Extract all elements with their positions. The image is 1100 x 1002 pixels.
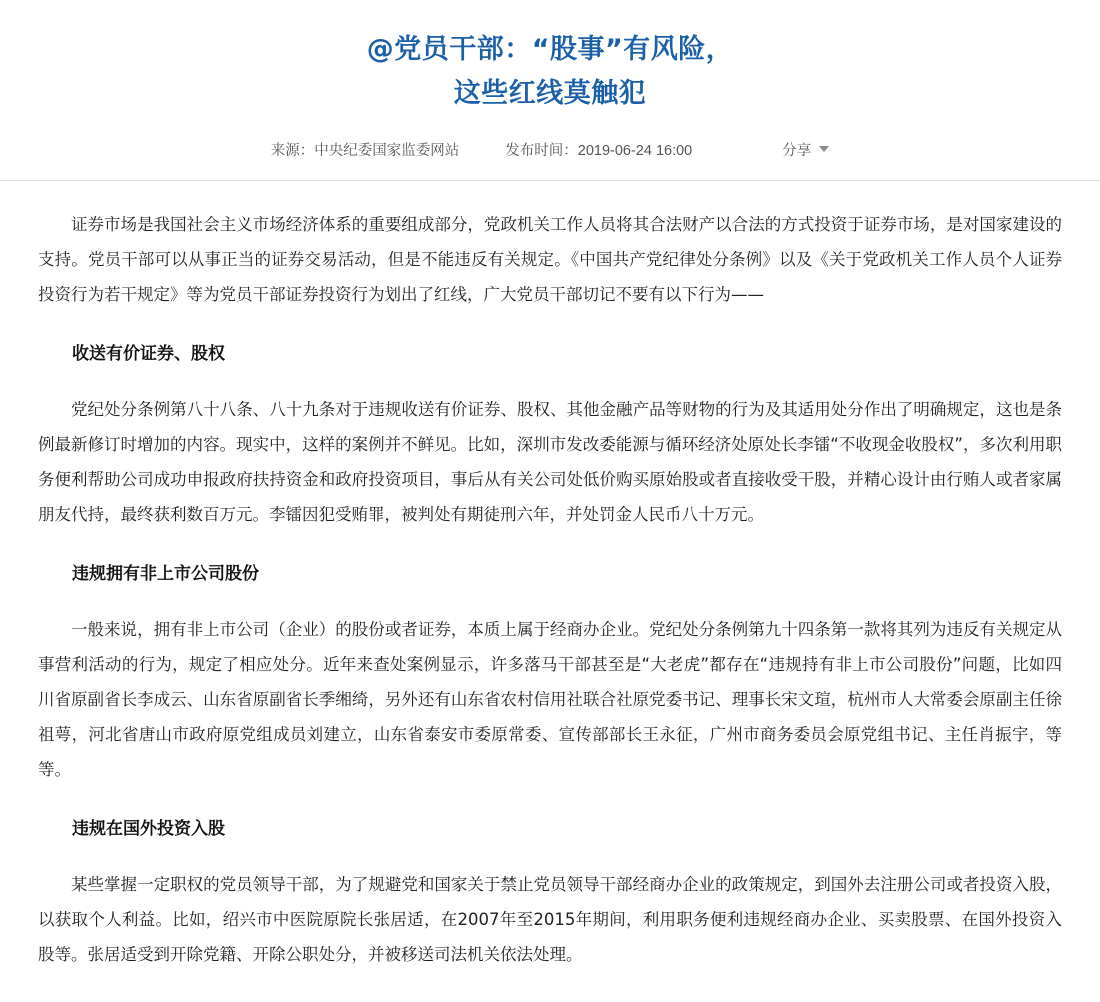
article-publish-time: 发布时间：2019-06-24 16:00 (505, 142, 693, 159)
article-paragraph: 某些掌握一定职权的党员领导干部，为了规避党和国家关于禁止党员领导干部经商办企业的政策规定，到国外去注册公司或者投资入股，以获取个人利益。比如，绍兴市中医院原院长张居适，在2007年至2015年期间，利用职务便利违规经商办企业、买卖股票、在国外投资入股等。张居适受到开除党籍、开除公职处分，并被移送司法机关依法处理。 (38, 875, 1062, 965)
article-heading: 违规拥有非上市公司股份 (72, 564, 259, 585)
header-divider (0, 180, 1100, 181)
page-title (0, 28, 1100, 116)
article-paragraph: 党纪处分条例第八十八条、八十九条对于违规收送有价证券、股权、其他金融产品等财物的行为及其适用处分作出了明确规定，这也是条例最新修订时增加的内容。现实中，这样的案例并不鲜见。比如，深圳市发改委能源与循环经济处原处长李镭“不收现金收股权”，多次利用职务便利帮助公司成功申报政府扶持资金和政府投资项目，事后从有关公司处低价购买原始股或者直接收受干股，并精心设计由行贿人或者家属朋友代持，最终获利数百万元。李镭因犯受贿罪，被判处有期徒刑六年，并处罚金人民币八十万元。 (38, 400, 1062, 525)
article-content (0, 207, 1100, 1002)
chevron-down-icon (819, 146, 829, 152)
article-paragraph: 证券市场是我国社会主义市场经济体系的重要组成部分，党政机关工作人员将其合法财产以合法的方式投资于证券市场，是对国家建设的支持。党员干部可以从事正当的证券交易活动，但是不能违反有关规定。《中国共产党纪律处分条例》以及《关于党政机关工作人员个人证券投资行为若干规定》等为党员干部证券投资行为划出了红线，广大党员干部切记不要有以下行为—— (38, 215, 1062, 305)
page-title-line-2: 这些红线莫触犯 (453, 78, 647, 110)
article-paragraph: 一般来说，拥有非上市公司（企业）的股份或者证券，本质上属于经商办企业。党纪处分条例第九十四条第一款将其列为违反有关规定从事营利活动的行为，规定了相应处分。近年来查处案例显示，许多落马干部甚至是“大老虎”都存在“违规持有非上市公司股份”问题，比如四川省原副省长李成云、山东省原副省长季缃绮，另外还有山东省农村信用社联合社原党委书记、理事长宋文瑄，杭州市人大常委会原副主任徐祖萼，河北省唐山市政府原党组成员刘建立，山东省泰安市委原常委、宣传部部长王永征，广州市商务委员会原党组书记、主任肖振宇，等等。 (38, 620, 1062, 780)
article-source: 来源：中央纪委国家监委网站 (270, 142, 460, 159)
article-heading: 收送有价证券、股权 (72, 344, 225, 365)
article-header (0, 0, 1100, 181)
article-meta-bar (0, 134, 1100, 164)
article-heading: 违规在国外投资入股 (72, 819, 225, 840)
share-dropdown[interactable] (782, 139, 829, 160)
page-title-line-1: @党员干部：“股事”有风险， (366, 34, 734, 66)
share-label: 分享 (782, 142, 812, 159)
